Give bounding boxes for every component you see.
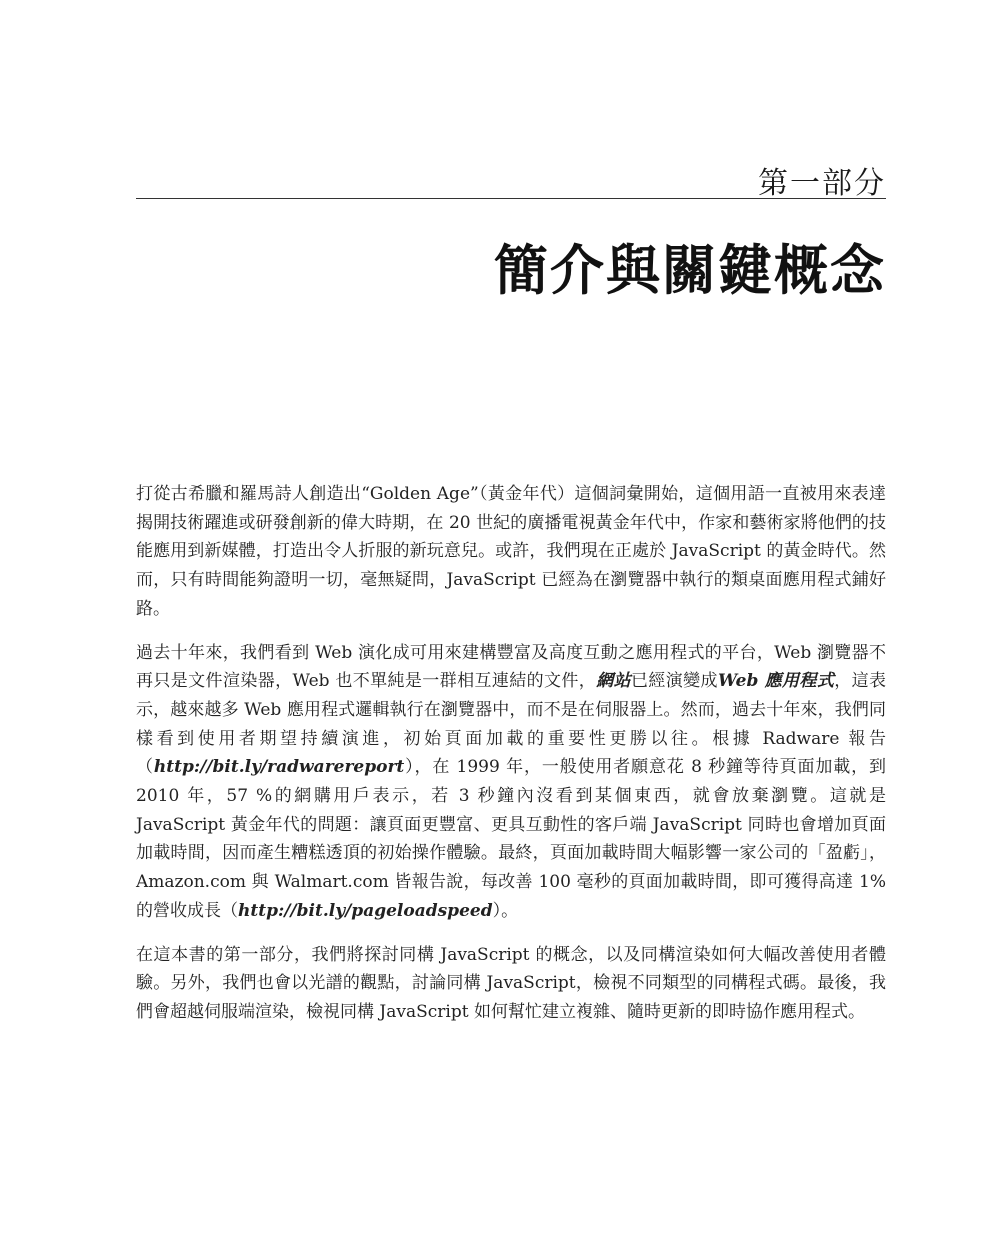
text-span: ，這表示，越來越多 Web 應用程式邏輯執行在瀏覽器中，而不是在伺服器上。然而，過去十年來，我們同樣看到使用者期望持續演進，初始頁面加載的重要性更勝以往。根據 Radware 報告（ (136, 671, 886, 778)
text-span: ）。 (492, 900, 519, 921)
paragraph-2 (136, 639, 886, 926)
text-span: 已經演變成 (630, 671, 718, 692)
emphasis-website: 網站 (596, 671, 631, 692)
link-page-load-speed[interactable]: http://bit.ly/pageloadspeed (238, 900, 493, 921)
part-label: 第一部分 (758, 166, 886, 201)
link-radware-report[interactable]: http://bit.ly/radwarereport (153, 757, 405, 778)
body-text (136, 480, 886, 1042)
text-span: 過去十年來，我們看到 Web 演化成可用來建構豐富及高度互動之應用程式的平台，Web 瀏覽器不再只是文件渲染器，Web 也不單純是一群相互連結的文件， (136, 642, 886, 692)
paragraph-1: 打從古希臘和羅馬詩人創造出“Golden Age”（黃金年代）這個詞彙開始，這個用語一直被用來表達揭開技術躍進或研發創新的偉大時期，在 20 世紀的廣播電視黃金年代中，作家和藝術家將他們的技能應用到新媒體，打造出令人折服的新玩意兒。或許，我們現在正處於 JavaScript 的黃金時代。然而，只有時間能夠證明一切，毫無疑問，JavaScript 已經為在瀏覽器中執行的類桌面應用程式鋪好路。 (136, 484, 886, 619)
emphasis-web-app: Web 應用程式 (717, 671, 835, 692)
text-span: ），在 1999 年，一般使用者願意花 8 秒鐘等待頁面加載，到 2010 年，57 %的網購用戶表示，若 3 秒鐘內沒看到某個東西，就會放棄瀏覽。這就是 JavaScript 黃金年代的問題：讓頁面更豐富、更具互動性的客戶端 JavaScript 同時也會增加頁面加載時間，因而產生糟糕透頂的初始操作體驗。最終，頁面加載時間大幅影響一家公司的「盈虧」，Amazon.com 與 Walmart.com 皆報告說，每改善 100 毫秒的頁面加載時間，即可獲得高達 1% 的營收成長（ (136, 757, 886, 921)
part-title: 簡介與關鍵概念 (494, 239, 886, 302)
header-rule (136, 198, 886, 199)
paragraph-3: 在這本書的第一部分，我們將探討同構 JavaScript 的概念，以及同構渲染如何大幅改善使用者體驗。另外，我們也會以光譜的觀點，討論同構 JavaScript，檢視不同類型的同構程式碼。最後，我們會超越伺服端渲染，檢視同構 JavaScript 如何幫忙建立複雜、隨時更新的即時協作應用程式。 (136, 944, 886, 1022)
